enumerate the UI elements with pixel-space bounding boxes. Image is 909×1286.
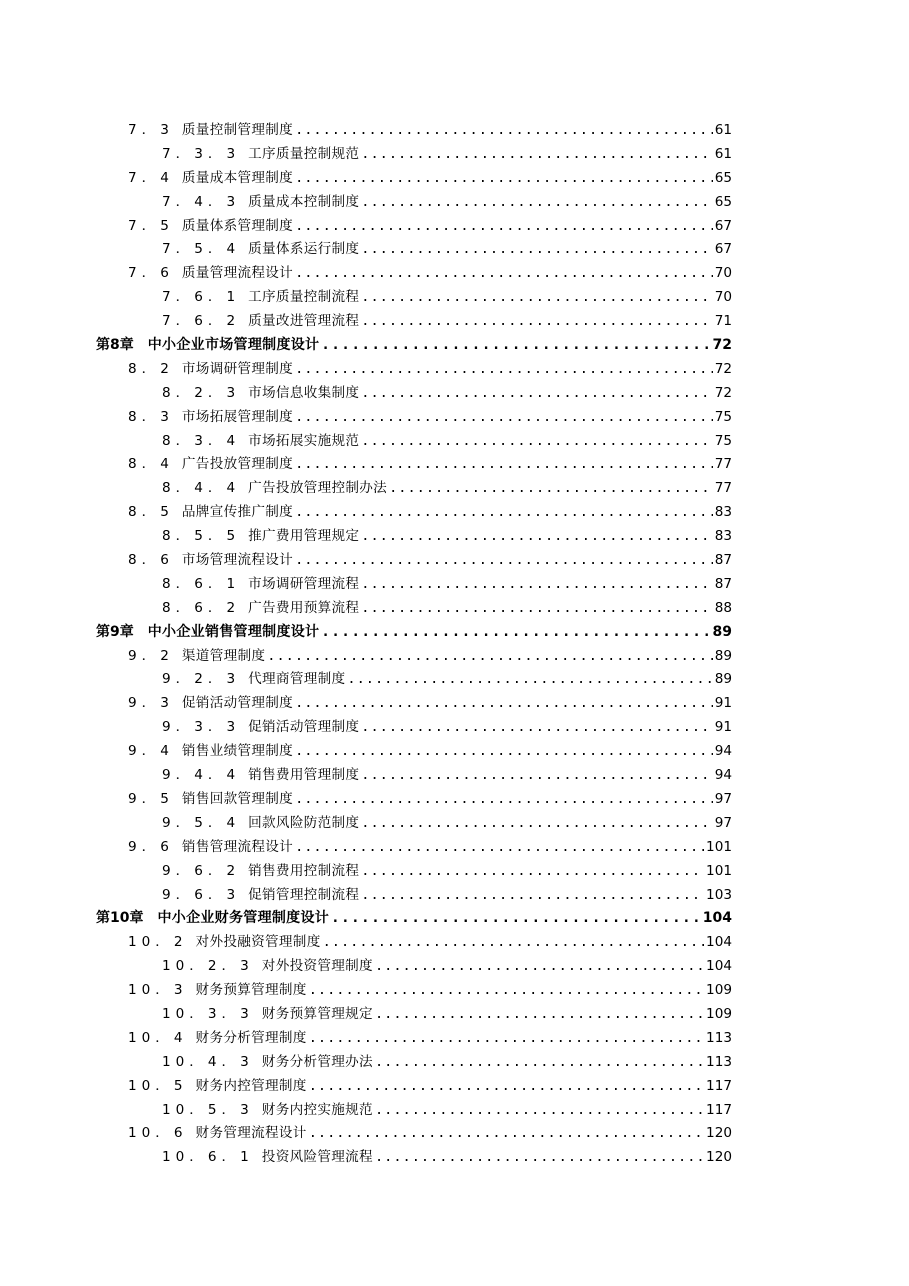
table-of-contents: [96, 119, 732, 1170]
toc-entry[interactable]: [96, 310, 732, 334]
toc-dot-leader: [361, 286, 712, 310]
toc-entry-title: 渠道管理制度: [181, 647, 266, 664]
toc-page-number: 65: [714, 193, 732, 210]
toc-entry-title: 质量控制管理制度: [181, 122, 294, 138]
toc-entry-title: 财务分析管理办法: [261, 1053, 373, 1070]
toc-entry[interactable]: [96, 525, 732, 549]
toc-entry-number: 8．3．4: [162, 432, 241, 449]
toc-entry-number: 10．4: [128, 1029, 188, 1046]
toc-entry[interactable]: [96, 238, 732, 262]
toc-entry-number: 10．3．3: [162, 1005, 254, 1022]
toc-entry-number: 第8章: [96, 337, 134, 354]
toc-entry-title: 投资风险管理流程: [261, 1149, 373, 1166]
toc-entry[interactable]: [96, 979, 732, 1003]
toc-dot-leader: [267, 645, 712, 669]
toc-page-number: 61: [714, 145, 732, 162]
toc-page-number: 120: [706, 1125, 732, 1142]
toc-page-number: 89: [712, 623, 732, 640]
toc-dot-leader: [361, 191, 712, 215]
toc-entry-title: 质量成本管理制度: [181, 169, 294, 186]
toc-entry-number: 7．5．4: [162, 241, 241, 258]
toc-entry[interactable]: [96, 884, 732, 908]
toc-entry[interactable]: [96, 1051, 732, 1075]
toc-page-number: 104: [702, 910, 732, 927]
toc-entry-title: 财务内控管理制度: [195, 1077, 307, 1094]
toc-entry[interactable]: [96, 1027, 732, 1051]
toc-dot-leader: [361, 238, 712, 262]
toc-page-number: 91: [714, 695, 732, 712]
toc-page-number: 61: [714, 122, 732, 138]
toc-entry[interactable]: [96, 1122, 732, 1146]
toc-page-number: 113: [706, 1053, 732, 1070]
toc-page-number: 67: [714, 217, 732, 234]
toc-entry-title: 销售费用管理制度: [248, 767, 360, 784]
toc-entry[interactable]: [96, 286, 732, 310]
toc-entry-title: 质量管理流程设计: [181, 265, 294, 282]
toc-entry-title: 市场拓展实施规范: [248, 432, 360, 449]
toc-entry[interactable]: [96, 668, 732, 692]
toc-dot-leader: [361, 597, 712, 621]
toc-entry[interactable]: [96, 1146, 732, 1170]
toc-entry-title: 财务预算管理规定: [261, 1005, 373, 1022]
toc-dot-leader: [375, 1003, 704, 1027]
toc-entry[interactable]: [96, 1099, 732, 1123]
toc-page-number: 77: [714, 456, 732, 473]
toc-entry-number: 7．4: [128, 169, 174, 186]
toc-entry[interactable]: [96, 453, 732, 477]
toc-entry[interactable]: [96, 430, 732, 454]
toc-page-number: 109: [706, 982, 732, 999]
toc-entry-number: 7．3: [128, 122, 174, 138]
toc-entry-title: 促销活动管理制度: [248, 719, 360, 736]
toc-entry-number: 7．6: [128, 265, 174, 282]
toc-page-number: 97: [714, 790, 732, 807]
toc-page-number: 103: [706, 886, 732, 903]
toc-dot-leader: [295, 692, 713, 716]
toc-entry-title: 对外投资管理制度: [261, 958, 373, 975]
toc-entry-title: 质量体系运行制度: [248, 241, 360, 258]
toc-entry-number: 7．4．3: [162, 193, 241, 210]
toc-entry[interactable]: [96, 573, 732, 597]
toc-page-number: 75: [714, 432, 732, 449]
toc-entry-title: 推广费用管理规定: [248, 528, 360, 545]
toc-dot-leader: [295, 215, 713, 239]
toc-page-number: 71: [714, 313, 732, 330]
toc-page-number: 91: [714, 719, 732, 736]
toc-dot-leader: [309, 1122, 704, 1146]
toc-dot-leader: [361, 573, 712, 597]
toc-dot-leader: [361, 860, 704, 884]
toc-entry[interactable]: [96, 143, 732, 167]
toc-entry-title: 品牌宣传推广制度: [181, 504, 294, 521]
toc-entry-number: 10．6．1: [162, 1149, 254, 1166]
toc-entry-title: 质量成本控制制度: [248, 193, 360, 210]
toc-entry-number: 9．6: [128, 838, 174, 855]
toc-entry[interactable]: [96, 1075, 732, 1099]
toc-page-number: 77: [714, 480, 732, 497]
toc-page-number: 113: [706, 1029, 732, 1046]
toc-page-number: 109: [706, 1005, 732, 1022]
toc-page-number: 87: [714, 575, 732, 592]
toc-entry-number: 8．6．1: [162, 575, 241, 592]
toc-entry[interactable]: [96, 716, 732, 740]
toc-entry-number: 9．3．3: [162, 719, 241, 736]
toc-entry-title: 市场调研管理制度: [181, 360, 294, 377]
toc-entry-title: 财务分析管理制度: [195, 1029, 307, 1046]
toc-dot-leader: [295, 501, 713, 525]
toc-dot-leader: [375, 1146, 704, 1170]
toc-entry[interactable]: [96, 645, 732, 669]
toc-chapter-entry[interactable]: [96, 334, 732, 358]
toc-entry-title: 代理商管理制度: [248, 671, 346, 688]
toc-dot-leader: [361, 525, 712, 549]
toc-entry-number: 8．2: [128, 360, 174, 377]
toc-entry-title: 销售管理流程设计: [181, 838, 294, 855]
toc-entry-title: 质量体系管理制度: [181, 217, 294, 234]
toc-entry-title: 质量改进管理流程: [248, 313, 360, 330]
toc-page-number: 97: [714, 814, 732, 831]
toc-entry[interactable]: [96, 764, 732, 788]
toc-entry-number: 10．6: [128, 1125, 188, 1142]
toc-entry-title: 广告费用预算流程: [248, 599, 360, 616]
toc-entry-title: 财务预算管理制度: [195, 982, 307, 999]
toc-dot-leader: [361, 884, 704, 908]
toc-page-number: 117: [706, 1077, 732, 1094]
toc-dot-leader: [361, 382, 712, 406]
toc-dot-leader: [347, 668, 712, 692]
toc-page-number: 120: [706, 1149, 732, 1166]
toc-dot-leader: [375, 955, 704, 979]
toc-entry[interactable]: [96, 1003, 732, 1027]
toc-dot-leader: [321, 334, 710, 358]
toc-entry[interactable]: [96, 382, 732, 406]
toc-dot-leader: [361, 716, 712, 740]
toc-entry-number: 第10章: [96, 910, 144, 927]
toc-page-number: 72: [712, 337, 732, 354]
toc-entry-title: 市场信息收集制度: [248, 384, 360, 401]
toc-entry-number: 7．6．2: [162, 313, 241, 330]
toc-dot-leader: [321, 621, 710, 645]
toc-page-number: 104: [706, 958, 732, 975]
toc-dot-leader: [295, 549, 713, 573]
toc-chapter-entry[interactable]: [96, 621, 732, 645]
toc-entry-number: 8．5．5: [162, 528, 241, 545]
toc-entry-number: 8．4: [128, 456, 174, 473]
toc-page-number: 89: [714, 647, 732, 664]
toc-entry-number: 9．3: [128, 695, 174, 712]
toc-entry-title: 市场调研管理流程: [248, 575, 360, 592]
toc-entry-title: 回款风险防范制度: [248, 814, 360, 831]
toc-entry[interactable]: [96, 406, 732, 430]
toc-entry-title: 中小企业财务管理制度设计: [157, 910, 330, 927]
toc-page-number: 70: [714, 265, 732, 282]
toc-dot-leader: [295, 740, 713, 764]
toc-page-number: 89: [714, 671, 732, 688]
toc-entry[interactable]: [96, 812, 732, 836]
toc-entry-number: 10．3: [128, 982, 188, 999]
toc-entry-number: 9．5: [128, 790, 174, 807]
toc-entry[interactable]: [96, 477, 732, 501]
toc-dot-leader: [295, 788, 713, 812]
toc-entry[interactable]: [96, 860, 732, 884]
toc-entry-number: 7．5: [128, 217, 174, 234]
toc-dot-leader: [361, 764, 712, 788]
toc-dot-leader: [295, 406, 713, 430]
toc-entry-title: 市场拓展管理制度: [181, 408, 294, 425]
toc-entry-number: 7．6．1: [162, 289, 241, 306]
toc-entry[interactable]: [96, 501, 732, 525]
toc-dot-leader: [331, 907, 701, 931]
toc-dot-leader: [361, 310, 712, 334]
toc-entry-number: 9．6．2: [162, 862, 241, 879]
toc-entry-number: 9．6．3: [162, 886, 241, 903]
toc-entry-title: 销售业绩管理制度: [181, 743, 294, 760]
toc-entry-number: 10．4．3: [162, 1053, 254, 1070]
toc-page-number: 101: [706, 838, 732, 855]
toc-entry-title: 财务内控实施规范: [261, 1101, 373, 1118]
toc-entry-title: 促销管理控制流程: [248, 886, 360, 903]
toc-page-number: 72: [714, 360, 732, 377]
toc-page-number: 94: [714, 767, 732, 784]
toc-dot-leader: [295, 262, 713, 286]
toc-entry[interactable]: [96, 931, 732, 955]
toc-dot-leader: [295, 836, 704, 860]
toc-dot-leader: [295, 167, 713, 191]
toc-dot-leader: [389, 477, 713, 501]
toc-entry-title: 广告投放管理制度: [181, 456, 294, 473]
toc-entry-number: 8．2．3: [162, 384, 241, 401]
toc-entry[interactable]: [96, 836, 732, 860]
toc-entry[interactable]: [96, 358, 732, 382]
toc-page-number: 75: [714, 408, 732, 425]
toc-entry-number: 10．2: [128, 934, 188, 951]
toc-entry-title: 中小企业销售管理制度设计: [147, 623, 320, 640]
toc-page-number: 83: [714, 504, 732, 521]
toc-entry-number: 9．2: [128, 647, 174, 664]
toc-entry[interactable]: [96, 167, 732, 191]
toc-entry-title: 工序质量控制流程: [248, 289, 360, 306]
toc-page-number: 67: [714, 241, 732, 258]
toc-entry-title: 市场管理流程设计: [181, 552, 294, 569]
toc-entry-number: 9．2．3: [162, 671, 241, 688]
toc-page-number: 101: [706, 862, 732, 879]
toc-entry[interactable]: [96, 955, 732, 979]
toc-dot-leader: [375, 1051, 704, 1075]
toc-entry-number: 8．6: [128, 552, 174, 569]
toc-entry[interactable]: [96, 692, 732, 716]
toc-entry-number: 8．6．2: [162, 599, 241, 616]
toc-dot-leader: [295, 119, 713, 143]
toc-dot-leader: [375, 1099, 704, 1123]
toc-entry-number: 9．4．4: [162, 767, 241, 784]
toc-entry-number: 7．3．3: [162, 145, 241, 162]
toc-entry-title: 销售回款管理制度: [181, 790, 294, 807]
toc-dot-leader: [323, 931, 704, 955]
toc-entry-number: 10．5．3: [162, 1101, 254, 1118]
toc-dot-leader: [361, 143, 712, 167]
toc-dot-leader: [309, 1075, 704, 1099]
toc-entry-number: 10．2．3: [162, 958, 254, 975]
toc-entry-number: 第9章: [96, 623, 134, 640]
toc-entry-title: 促销活动管理制度: [181, 695, 294, 712]
toc-entry[interactable]: [96, 215, 732, 239]
toc-page-number: 94: [714, 743, 732, 760]
toc-chapter-entry[interactable]: [96, 907, 732, 931]
toc-entry[interactable]: [96, 119, 732, 143]
toc-entry-title: 销售费用控制流程: [248, 862, 360, 879]
toc-dot-leader: [309, 1027, 704, 1051]
toc-page-number: 83: [714, 528, 732, 545]
toc-entry-number: 8．4．4: [162, 480, 241, 497]
toc-page-number: 88: [714, 599, 732, 616]
toc-dot-leader: [361, 812, 712, 836]
toc-entry-title: 广告投放管理控制办法: [248, 480, 388, 497]
toc-entry-number: 8．5: [128, 504, 174, 521]
toc-entry-number: 10．5: [128, 1077, 188, 1094]
toc-dot-leader: [309, 979, 704, 1003]
toc-entry-title: 中小企业市场管理制度设计: [147, 337, 320, 354]
toc-entry[interactable]: [96, 597, 732, 621]
toc-dot-leader: [361, 430, 712, 454]
toc-entry-number: 9．4: [128, 743, 174, 760]
toc-entry-number: 9．5．4: [162, 814, 241, 831]
toc-entry[interactable]: [96, 549, 732, 573]
toc-entry-title: 对外投融资管理制度: [195, 934, 321, 951]
toc-dot-leader: [295, 358, 713, 382]
toc-page-number: 104: [706, 934, 732, 951]
toc-entry[interactable]: [96, 740, 732, 764]
toc-entry[interactable]: [96, 191, 732, 215]
toc-entry-title: 工序质量控制规范: [248, 145, 360, 162]
toc-entry[interactable]: [96, 788, 732, 812]
toc-page-number: 72: [714, 384, 732, 401]
toc-page-number: 70: [714, 289, 732, 306]
toc-entry-title: 财务管理流程设计: [195, 1125, 307, 1142]
toc-page-number: 117: [706, 1101, 732, 1118]
toc-entry-number: 8．3: [128, 408, 174, 425]
toc-dot-leader: [295, 453, 713, 477]
toc-entry[interactable]: [96, 262, 732, 286]
toc-page-number: 87: [714, 552, 732, 569]
toc-page-number: 65: [714, 169, 732, 186]
